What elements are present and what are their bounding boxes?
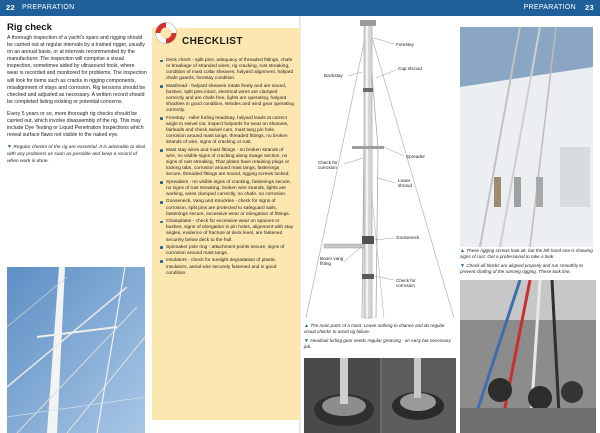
furling-gear-photo — [304, 358, 456, 433]
blocks-photo — [460, 280, 596, 433]
checklist-item: Masthead - halyard sheaves rotate freely and are sound, bushes, split pins intact, electrical wires are clamped correctly and are chafe free, lights are operating, halyard shackles in good condition, Windex and wind gear operating correctly. — [160, 84, 294, 115]
right-captions — [460, 248, 595, 278]
rig-photo-caption — [7, 144, 147, 165]
rigging-screws-photo — [460, 27, 593, 247]
rigging-screws-caption-text: These rigging screws look ok, but the left hand one is showing signs of rust. Get a professional to take a look. — [460, 248, 593, 259]
right-page-header — [300, 0, 600, 16]
right-page-number: 23 — [585, 3, 594, 12]
checklist-item: Deck check - split pins, adequacy of threaded fittings, chafe or breakage of stranded wires, rig cracking, rust streaking, condition of mast collar sheaves, halyard alignment, halyard chafe guards, forestay condition. — [160, 58, 294, 83]
checklist-items — [160, 58, 294, 278]
left-section-title: PREPARATION — [22, 4, 75, 11]
mast-caption — [304, 323, 454, 335]
label-check-corrosion-2: Check for corrosion — [396, 278, 416, 289]
caption-triangle-icon: ▼ — [7, 144, 14, 151]
headsail-caption — [304, 338, 454, 350]
headsail-caption-text: Headsail furling gear needs regular greasing - an easy but necessary job. — [304, 338, 451, 349]
article-column — [7, 22, 147, 165]
article-paragraph-1: A thorough inspection of a yacht's spars and rigging should be carried out at regular intervals by a trained rigger, usually on an annual basis, or at intervals recommended by the manufacturer. The inspection will comprise a visual inspection, sometimes aided by ultrasound tools, where wear is recorded and monitored for problems. The inspection will look for items such as cracks in rigging components, misalignment of stays and corrosion. Rig tensions should be checked and adjusted as necessary. A written record should be completed listing existing or potential concerns. — [7, 35, 147, 105]
rig-photo-caption-text: Regular checks of the rig are essential. It is advisable to deal with any problems as soon as possible and keep a record of when work is done. — [7, 145, 145, 164]
label-cap-shroud: Cap shroud — [398, 66, 422, 71]
label-backstay: Backstay — [324, 73, 343, 78]
checklist-panel — [152, 28, 300, 420]
checklist-item: Chainplates - check for excessive wear on spacers or bushes, signs of elongation in pin holes, alignment with stay angles, evidence of fracture at deck level, are fastened securely below deck to the hull. — [160, 219, 294, 244]
article-paragraph-2: Every 5 years or so, more thorough rig checks should be carried out, which involve disassembly of the rig. This may include Dye Testing or Liquid Penetration Inspections which reveal surface flaws not visible to the naked eye. — [7, 110, 144, 139]
caption-triangle-icon: ▲ — [304, 323, 311, 329]
right-section-title: PREPARATION — [523, 4, 576, 11]
checklist-item: Spreaders - no visible signs of cracking, fastenings secure, no signs of rust streaking, broken wire strands, lights are working, wires clamped correctly, no chafe, no corrosion. — [160, 180, 294, 198]
checklist-item: Gooseneck, Vang and Knuckles - check for signs of corrosion, split pins are protected to safeguard sails, fastenings secure, excessive wear or elongation of fittings. — [160, 199, 294, 217]
checklist-item: Spinnaker pole ring - attachment points secure, signs of corrosion around mast tangs. — [160, 245, 294, 257]
article-title: Rig check — [7, 22, 52, 33]
left-page-header — [0, 0, 300, 16]
left-page-number: 22 — [6, 3, 15, 12]
rigging-screws-caption — [460, 248, 595, 260]
lifering-icon — [155, 22, 177, 44]
checklist-title: CHECKLIST — [182, 36, 243, 47]
label-gooseneck: Gooseneck — [396, 235, 420, 240]
label-check-corrosion-1: Check for corrosion — [318, 160, 338, 171]
blocks-caption-text: Check all blocks are aligned properly and run smoothly to prevent chafing of the running rigging. These look fine. — [460, 263, 584, 274]
caption-triangle-icon: ▲ — [460, 248, 467, 254]
label-boom-vang: Boom vang fitting — [320, 256, 344, 267]
label-forestay: Forestay — [396, 42, 414, 47]
rig-photo — [7, 267, 145, 433]
label-lower-shroud: Lower shroud — [398, 178, 413, 189]
diagram-captions — [304, 323, 454, 353]
mast-caption-text: The main parts of a mast. Leave nothing to chance and do regular visual checks to avoid rig failure. — [304, 323, 445, 334]
checklist-item: Forestay - roller furling headstay, halyard leads at correct angle to swivel car, inspect halyards for wear on sheaves, fairleads and check swivel cars, mast tang pin hole, corrosion around mast tangs, threaded fittings, no broken strands of wire, signs of cracking or rust. — [160, 116, 294, 147]
checklist-item: Insulators - check for sunlight degradation of plastic insulators, aerial wire securely fastened and in good condition. — [160, 258, 294, 276]
label-spreader: Spreader — [406, 154, 425, 159]
caption-triangle-icon: ▼ — [304, 338, 311, 344]
mast-diagram — [304, 18, 456, 322]
caption-triangle-icon: ▼ — [460, 263, 467, 269]
checklist-item: Mast stay wires and mast fittings - no broken strands of wire, no visible signs of cracking along swage section, no signs of rust streaking, Tbar plates have retaining plugs or locking tabs, corrosion around mast tangs, fastenings secure, threaded fittings are sound, rigging screws locked. — [160, 148, 294, 179]
blocks-caption — [460, 263, 595, 275]
